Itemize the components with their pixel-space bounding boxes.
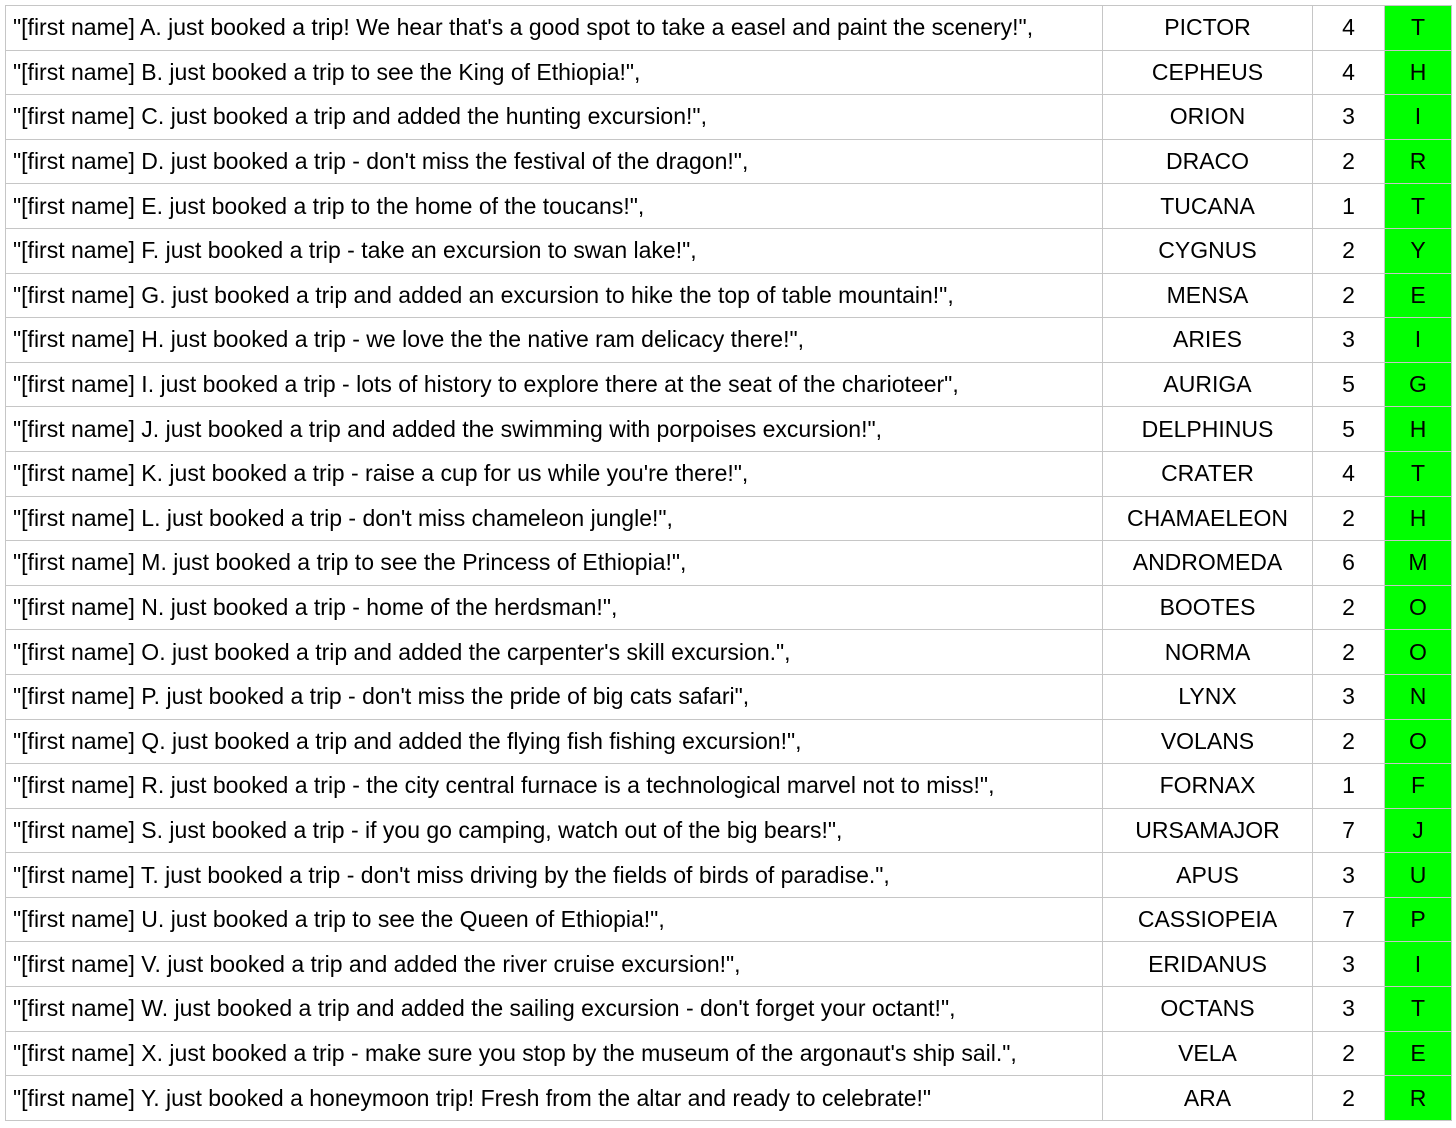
message-cell[interactable]: "[first name] A. just booked a trip! We hear that's a good spot to take a easel and paint the scenery!", bbox=[6, 6, 1103, 51]
table-row bbox=[6, 318, 1452, 363]
letter-cell[interactable]: P bbox=[1385, 897, 1452, 942]
message-cell[interactable]: "[first name] L. just booked a trip - don't miss chameleon jungle!", bbox=[6, 496, 1103, 541]
constellation-cell[interactable]: ARIES bbox=[1103, 318, 1313, 363]
table-row bbox=[6, 95, 1452, 140]
constellation-cell[interactable]: FORNAX bbox=[1103, 764, 1313, 809]
constellation-cell[interactable]: ANDROMEDA bbox=[1103, 541, 1313, 586]
letter-cell[interactable]: I bbox=[1385, 942, 1452, 987]
constellation-cell[interactable]: MENSA bbox=[1103, 273, 1313, 318]
constellation-cell[interactable]: AURIGA bbox=[1103, 362, 1313, 407]
letter-cell[interactable]: T bbox=[1385, 6, 1452, 51]
number-cell[interactable]: 3 bbox=[1313, 318, 1385, 363]
constellation-cell[interactable]: PICTOR bbox=[1103, 6, 1313, 51]
constellation-cell[interactable]: BOOTES bbox=[1103, 585, 1313, 630]
message-cell[interactable]: "[first name] Y. just booked a honeymoon trip! Fresh from the altar and ready to celebrate!" bbox=[6, 1076, 1103, 1121]
table-row bbox=[6, 184, 1452, 229]
constellation-cell[interactable]: OCTANS bbox=[1103, 987, 1313, 1032]
letter-cell[interactable]: H bbox=[1385, 496, 1452, 541]
table-row bbox=[6, 630, 1452, 675]
table-row bbox=[6, 897, 1452, 942]
message-cell[interactable]: "[first name] T. just booked a trip - don't miss driving by the fields of birds of paradise.", bbox=[6, 853, 1103, 898]
message-cell[interactable]: "[first name] B. just booked a trip to see the King of Ethiopia!", bbox=[6, 50, 1103, 95]
table-row bbox=[6, 853, 1452, 898]
table-row bbox=[6, 719, 1452, 764]
constellation-cell[interactable]: VOLANS bbox=[1103, 719, 1313, 764]
letter-cell[interactable]: T bbox=[1385, 184, 1452, 229]
message-cell[interactable]: "[first name] P. just booked a trip - don't miss the pride of big cats safari", bbox=[6, 674, 1103, 719]
message-cell[interactable]: "[first name] D. just booked a trip - don't miss the festival of the dragon!", bbox=[6, 139, 1103, 184]
number-cell[interactable]: 2 bbox=[1313, 496, 1385, 541]
number-cell[interactable]: 2 bbox=[1313, 1031, 1385, 1076]
letter-cell[interactable]: F bbox=[1385, 764, 1452, 809]
message-cell[interactable]: "[first name] K. just booked a trip - raise a cup for us while you're there!", bbox=[6, 451, 1103, 496]
constellation-cell[interactable]: CASSIOPEIA bbox=[1103, 897, 1313, 942]
message-cell[interactable]: "[first name] I. just booked a trip - lots of history to explore there at the seat of the charioteer", bbox=[6, 362, 1103, 407]
number-cell[interactable]: 3 bbox=[1313, 674, 1385, 719]
letter-cell[interactable]: R bbox=[1385, 139, 1452, 184]
message-cell[interactable]: "[first name] E. just booked a trip to the home of the toucans!", bbox=[6, 184, 1103, 229]
number-cell[interactable]: 7 bbox=[1313, 897, 1385, 942]
message-cell[interactable]: "[first name] M. just booked a trip to see the Princess of Ethiopia!", bbox=[6, 541, 1103, 586]
constellation-cell[interactable]: CRATER bbox=[1103, 451, 1313, 496]
table-row bbox=[6, 808, 1452, 853]
message-cell[interactable]: "[first name] C. just booked a trip and added the hunting excursion!", bbox=[6, 95, 1103, 140]
constellation-cell[interactable]: NORMA bbox=[1103, 630, 1313, 675]
number-cell[interactable]: 6 bbox=[1313, 541, 1385, 586]
constellation-cell[interactable]: CEPHEUS bbox=[1103, 50, 1313, 95]
letter-cell[interactable]: O bbox=[1385, 719, 1452, 764]
table-row bbox=[6, 764, 1452, 809]
message-cell[interactable]: "[first name] H. just booked a trip - we love the the native ram delicacy there!", bbox=[6, 318, 1103, 363]
constellation-cell[interactable]: ARA bbox=[1103, 1076, 1313, 1121]
table-row bbox=[6, 50, 1452, 95]
constellation-cell[interactable]: VELA bbox=[1103, 1031, 1313, 1076]
letter-cell[interactable]: H bbox=[1385, 407, 1452, 452]
constellation-cell[interactable]: DRACO bbox=[1103, 139, 1313, 184]
table-row bbox=[6, 6, 1452, 51]
letter-cell[interactable]: E bbox=[1385, 1031, 1452, 1076]
table-row bbox=[6, 139, 1452, 184]
message-cell[interactable]: "[first name] N. just booked a trip - home of the herdsman!", bbox=[6, 585, 1103, 630]
table-row bbox=[6, 1031, 1452, 1076]
number-cell[interactable]: 2 bbox=[1313, 719, 1385, 764]
constellation-cell[interactable]: APUS bbox=[1103, 853, 1313, 898]
message-cell[interactable]: "[first name] J. just booked a trip and added the swimming with porpoises excursion!", bbox=[6, 407, 1103, 452]
number-cell[interactable]: 4 bbox=[1313, 451, 1385, 496]
number-cell[interactable]: 4 bbox=[1313, 6, 1385, 51]
letter-cell[interactable]: Y bbox=[1385, 228, 1452, 273]
number-cell[interactable]: 4 bbox=[1313, 50, 1385, 95]
letter-cell[interactable]: I bbox=[1385, 318, 1452, 363]
table-row bbox=[6, 496, 1452, 541]
number-cell[interactable]: 7 bbox=[1313, 808, 1385, 853]
constellation-cell[interactable]: DELPHINUS bbox=[1103, 407, 1313, 452]
message-cell[interactable]: "[first name] G. just booked a trip and added an excursion to hike the top of table mountain!", bbox=[6, 273, 1103, 318]
number-cell[interactable]: 2 bbox=[1313, 1076, 1385, 1121]
letter-cell[interactable]: O bbox=[1385, 585, 1452, 630]
number-cell[interactable]: 1 bbox=[1313, 184, 1385, 229]
table-row bbox=[6, 585, 1452, 630]
number-cell[interactable]: 2 bbox=[1313, 630, 1385, 675]
message-cell[interactable]: "[first name] R. just booked a trip - the city central furnace is a technological marvel not to miss!", bbox=[6, 764, 1103, 809]
letter-cell[interactable]: I bbox=[1385, 95, 1452, 140]
table-row bbox=[6, 273, 1452, 318]
number-cell[interactable]: 2 bbox=[1313, 585, 1385, 630]
message-cell[interactable]: "[first name] Q. just booked a trip and added the flying fish fishing excursion!", bbox=[6, 719, 1103, 764]
message-cell[interactable]: "[first name] V. just booked a trip and added the river cruise excursion!", bbox=[6, 942, 1103, 987]
table-row bbox=[6, 451, 1452, 496]
constellation-cell[interactable]: ORION bbox=[1103, 95, 1313, 140]
letter-cell[interactable]: O bbox=[1385, 630, 1452, 675]
number-cell[interactable]: 1 bbox=[1313, 764, 1385, 809]
letter-cell[interactable]: T bbox=[1385, 987, 1452, 1032]
number-cell[interactable]: 3 bbox=[1313, 95, 1385, 140]
number-cell[interactable]: 2 bbox=[1313, 228, 1385, 273]
letter-cell[interactable]: M bbox=[1385, 541, 1452, 586]
table-row bbox=[6, 987, 1452, 1032]
constellation-cell[interactable]: URSAMAJOR bbox=[1103, 808, 1313, 853]
data-table bbox=[5, 5, 1452, 1121]
constellation-cell[interactable]: TUCANA bbox=[1103, 184, 1313, 229]
letter-cell[interactable]: J bbox=[1385, 808, 1452, 853]
letter-cell[interactable]: H bbox=[1385, 50, 1452, 95]
letter-cell[interactable]: N bbox=[1385, 674, 1452, 719]
letter-cell[interactable]: E bbox=[1385, 273, 1452, 318]
number-cell[interactable]: 2 bbox=[1313, 139, 1385, 184]
letter-cell[interactable]: U bbox=[1385, 853, 1452, 898]
message-cell[interactable]: "[first name] F. just booked a trip - take an excursion to swan lake!", bbox=[6, 228, 1103, 273]
constellation-cell[interactable]: CYGNUS bbox=[1103, 228, 1313, 273]
message-cell[interactable]: "[first name] U. just booked a trip to see the Queen of Ethiopia!", bbox=[6, 897, 1103, 942]
table-body bbox=[6, 6, 1452, 1121]
constellation-cell[interactable]: LYNX bbox=[1103, 674, 1313, 719]
message-cell[interactable]: "[first name] O. just booked a trip and added the carpenter's skill excursion.", bbox=[6, 630, 1103, 675]
table-row bbox=[6, 228, 1452, 273]
message-cell[interactable]: "[first name] X. just booked a trip - make sure you stop by the museum of the argonaut's ship sail.", bbox=[6, 1031, 1103, 1076]
number-cell[interactable]: 5 bbox=[1313, 362, 1385, 407]
letter-cell[interactable]: T bbox=[1385, 451, 1452, 496]
number-cell[interactable]: 3 bbox=[1313, 942, 1385, 987]
letter-cell[interactable]: R bbox=[1385, 1076, 1452, 1121]
table-row bbox=[6, 942, 1452, 987]
constellation-cell[interactable]: CHAMAELEON bbox=[1103, 496, 1313, 541]
number-cell[interactable]: 3 bbox=[1313, 853, 1385, 898]
spreadsheet-grid bbox=[5, 5, 1452, 1121]
number-cell[interactable]: 5 bbox=[1313, 407, 1385, 452]
number-cell[interactable]: 2 bbox=[1313, 273, 1385, 318]
message-cell[interactable]: "[first name] W. just booked a trip and added the sailing excursion - don't forget your octant!", bbox=[6, 987, 1103, 1032]
table-row bbox=[6, 407, 1452, 452]
table-row bbox=[6, 674, 1452, 719]
constellation-cell[interactable]: ERIDANUS bbox=[1103, 942, 1313, 987]
message-cell[interactable]: "[first name] S. just booked a trip - if you go camping, watch out of the big bears!", bbox=[6, 808, 1103, 853]
number-cell[interactable]: 3 bbox=[1313, 987, 1385, 1032]
letter-cell[interactable]: G bbox=[1385, 362, 1452, 407]
table-row bbox=[6, 541, 1452, 586]
table-row bbox=[6, 1076, 1452, 1121]
table-row bbox=[6, 362, 1452, 407]
